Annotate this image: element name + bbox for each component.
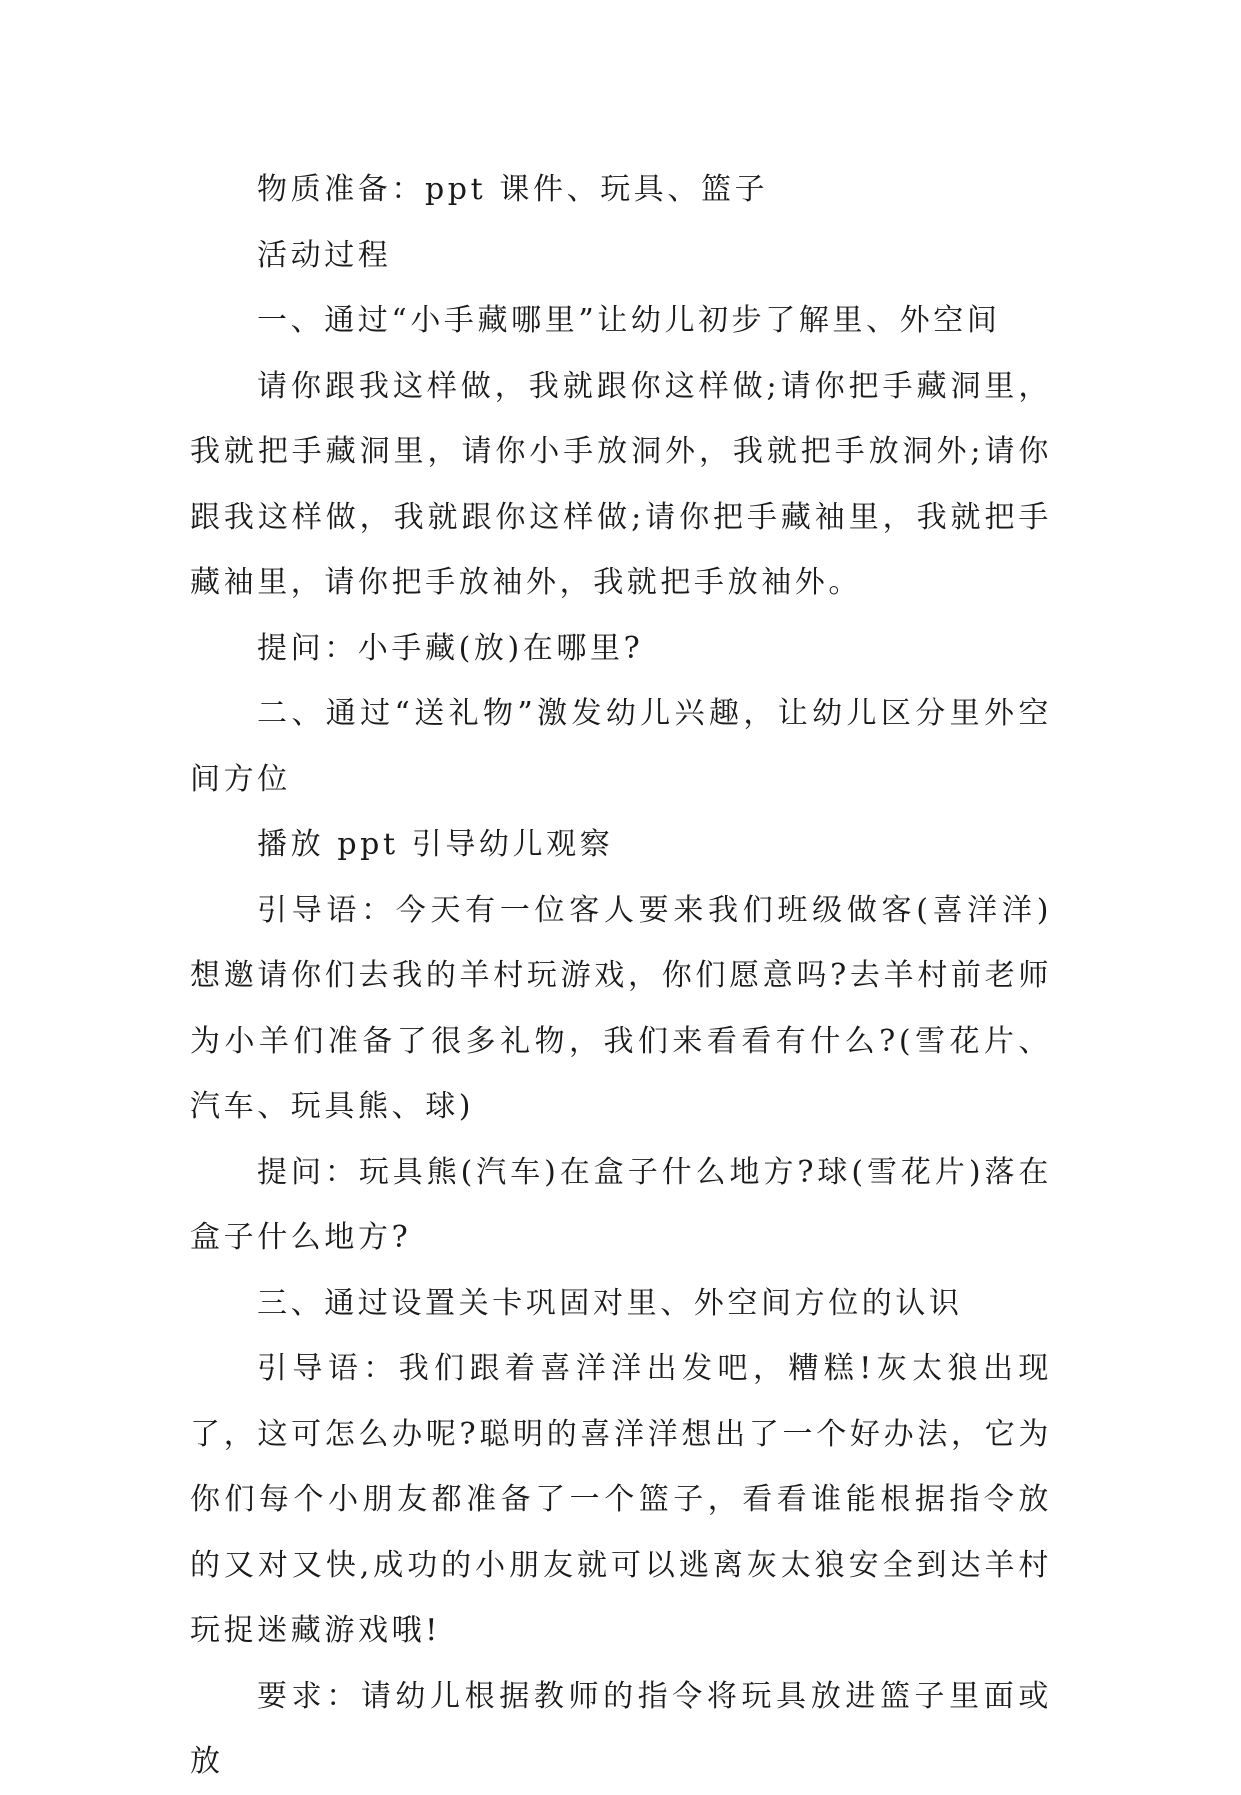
paragraph-question-two: 提问：玩具熊(汽车)在盒子什么地方?球(雪花片)落在盒子什么地方? [190,1154,1052,1255]
paragraph-guide-one: 引导语：今天有一位客人要来我们班级做客(喜洋洋)想邀请你们去我的羊村玩游戏，你们愿意吗?去羊村前老师为小羊们准备了很多礼物，我们来看看有什么?(雪花片、汽车、玩具熊、球) [190,892,1052,1124]
paragraph-step-three: 三、通过设置关卡巩固对里、外空间方位的认识 [257,1285,963,1321]
paragraph-requirement: 要求：请幼儿根据教师的指令将玩具放进篮子里面或放 [190,1678,1052,1779]
paragraph-process-heading: 活动过程 [257,237,392,273]
paragraph-question-one: 提问：小手藏(放)在哪里? [257,630,644,666]
paragraph-step-two: 二、通过“送礼物”激发幼儿兴趣，让幼儿区分里外空间方位 [190,696,1052,797]
paragraph-step-one: 一、通过“小手藏哪里”让幼儿初步了解里、外空间 [257,303,1001,338]
document-page [190,157,1052,1795]
paragraph-play-ppt: 播放 ppt 引导幼儿观察 [257,827,614,862]
paragraph-guide-two: 引导语：我们跟着喜洋洋出发吧，糟糕!灰太狼出现了，这可怎么办呢?聪明的喜洋洋想出了一个好办法，它为你们每个小朋友都准备了一个篮子，看看谁能根据指令放的又对又快,成功的小朋友就可以逃离灰太狼安全到达羊村玩捉迷藏游戏哦! [190,1351,1052,1648]
paragraph-materials: 物质准备：ppt 课件、玩具、篮子 [257,172,769,207]
paragraph-hand-rhyme: 请你跟我这样做，我就跟你这样做;请你把手藏洞里，我就把手藏洞里，请你小手放洞外，我就把手放洞外;请你跟我这样做，我就跟你这样做;请你把手藏袖里，我就把手藏袖里，请你把手放袖外，我就把手放袖外。 [190,368,1052,600]
